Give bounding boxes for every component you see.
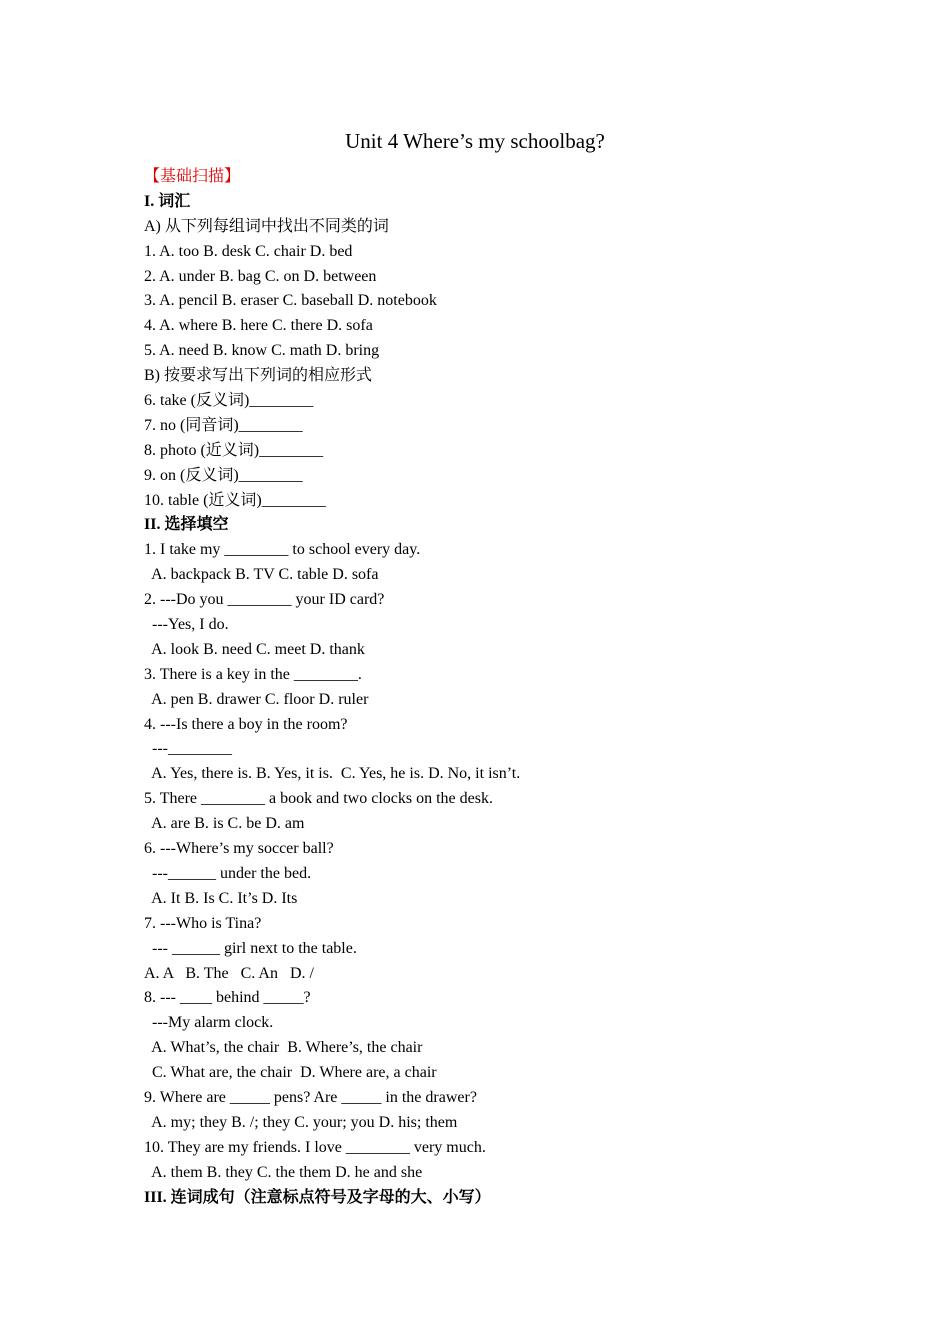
text-line: 1. A. too B. desk C. chair D. bed (144, 242, 353, 260)
text-line: 5. There ________ a book and two clocks on the desk. (144, 790, 493, 808)
document-body (144, 165, 864, 1210)
text-line: 9. on (反义词)________ (144, 466, 303, 484)
text-line: 7. no (同音词)________ (144, 416, 303, 434)
section-heading: III. 连词成句（注意标点符号及字母的大、小写） (144, 1188, 491, 1206)
text-line: C. What are, the chair D. Where are, a chair (144, 1064, 437, 1082)
text-line: 4. ---Is there a boy in the room? (144, 715, 348, 733)
text-line: A. backpack B. TV C. table D. sofa (144, 566, 379, 584)
text-line: 8. photo (近义词)________ (144, 441, 324, 459)
text-line: 10. table (近义词)________ (144, 491, 326, 509)
text-line: 5. A. need B. know C. math D. bring (144, 342, 380, 360)
text-line: 10. They are my friends. I love ________ very much. (144, 1138, 486, 1156)
text-line: ---My alarm clock. (144, 1014, 274, 1032)
text-line: A) 从下列每组词中找出不同类的词 (144, 217, 389, 235)
text-line: 8. --- ____ behind _____? (144, 989, 311, 1007)
text-line: ---________ (144, 740, 232, 758)
text-line: ---Yes, I do. (144, 616, 229, 634)
text-line: A. them B. they C. the them D. he and she (144, 1163, 423, 1181)
text-line: A. Yes, there is. B. Yes, it is. C. Yes, he is. D. No, it isn’t. (144, 765, 521, 783)
text-line: B) 按要求写出下列词的相应形式 (144, 367, 373, 385)
text-line: 3. A. pencil B. eraser C. baseball D. notebook (144, 292, 437, 310)
text-line: 3. There is a key in the ________. (144, 665, 362, 683)
text-line: A. A B. The C. An D. / (144, 964, 314, 982)
text-line: 4. A. where B. here C. there D. sofa (144, 317, 373, 335)
text-line: 2. ---Do you ________ your ID card? (144, 591, 385, 609)
text-line: 9. Where are _____ pens? Are _____ in the drawer? (144, 1088, 477, 1106)
text-line: 6. ---Where’s my soccer ball? (144, 840, 334, 858)
section-heading: I. 词汇 (144, 192, 191, 210)
section-heading: II. 选择填空 (144, 516, 229, 534)
text-line: 7. ---Who is Tina? (144, 914, 262, 932)
text-line: 6. take (反义词)________ (144, 392, 314, 410)
text-line: A. look B. need C. meet D. thank (144, 640, 365, 658)
text-line: --- ______ girl next to the table. (144, 939, 357, 957)
section-tag: 【基础扫描】 (144, 168, 241, 185)
text-line: A. pen B. drawer C. floor D. ruler (144, 690, 369, 708)
text-line: 2. A. under B. bag C. on D. between (144, 267, 377, 285)
document-title: Unit 4 Where’s my schoolbag? (345, 129, 605, 153)
text-line: A. It B. Is C. It’s D. Its (144, 889, 298, 907)
text-line: 1. I take my ________ to school every day. (144, 541, 421, 559)
text-line: A. What’s, the chair B. Where’s, the chair (144, 1039, 423, 1057)
text-line: A. my; they B. /; they C. your; you D. his; them (144, 1113, 458, 1131)
text-line: ---______ under the bed. (144, 864, 312, 882)
text-line: A. are B. is C. be D. am (144, 815, 305, 833)
